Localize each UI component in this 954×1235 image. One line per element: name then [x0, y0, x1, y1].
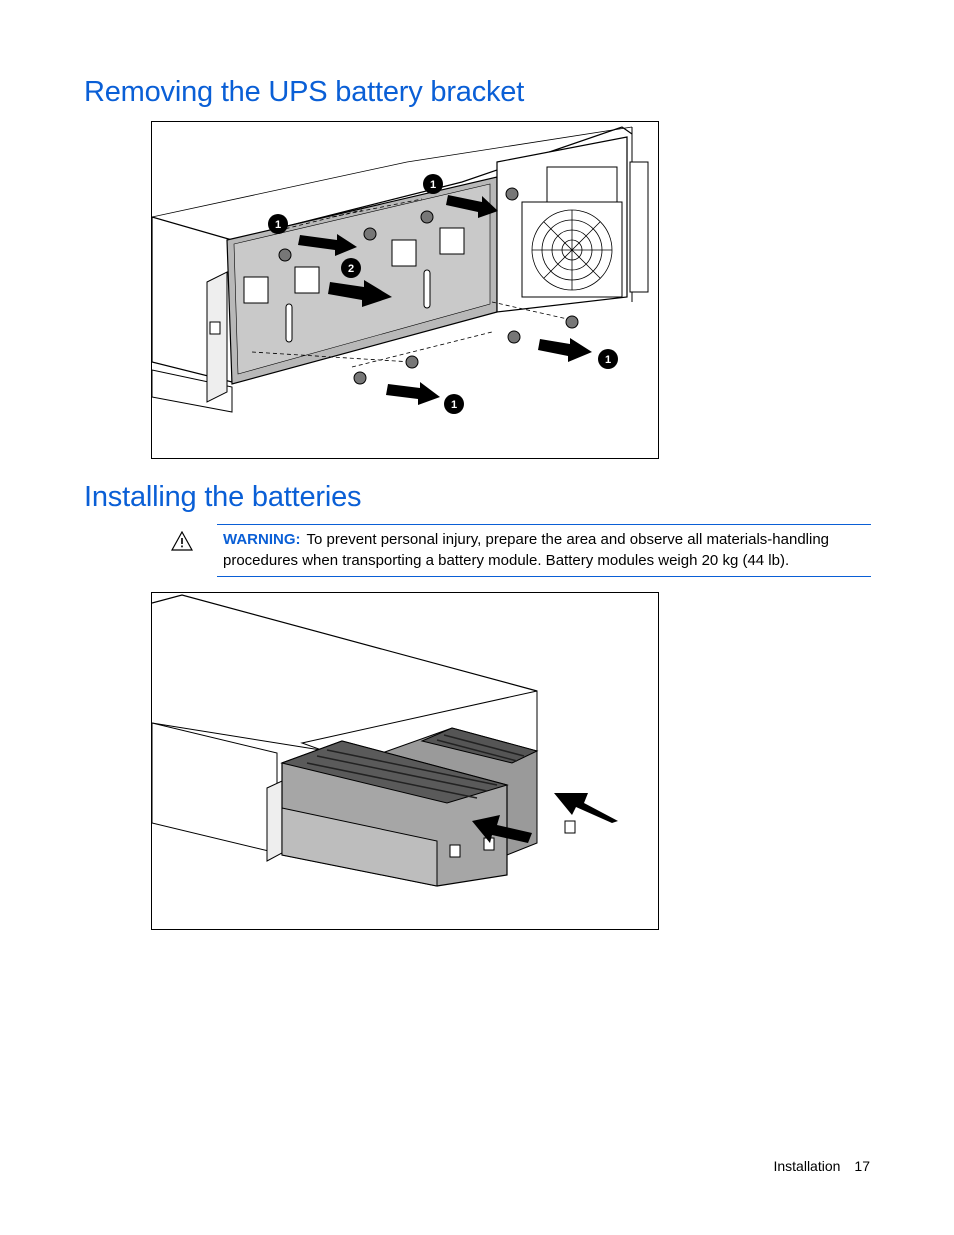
section-title-removing-bracket: Removing the UPS battery bracket [84, 76, 525, 108]
battery-installation-illustration [152, 593, 658, 929]
warning-label: WARNING: [223, 531, 301, 548]
section-title-installing-batteries: Installing the batteries [84, 481, 362, 513]
ups-bracket-illustration [152, 122, 658, 458]
page-number: 17 [854, 1158, 870, 1174]
warning-box [217, 524, 871, 577]
warning-text: To prevent personal injury, prepare the area and observe all materials-handling procedures when transporting a battery module. Battery modules weigh 20 kg (44 lb). [223, 531, 830, 569]
callout-1c: 1 [604, 354, 612, 366]
bracket-removal-figure [151, 121, 659, 459]
callout-1b: 1 [429, 179, 437, 191]
callout-1d: 1 [450, 399, 458, 411]
page-footer [773, 1158, 870, 1174]
footer-section: Installation [773, 1158, 841, 1174]
warning-triangle-icon [171, 531, 193, 551]
callout-1a: 1 [274, 219, 282, 231]
battery-installation-figure [151, 592, 659, 930]
callout-2: 2 [347, 263, 355, 275]
